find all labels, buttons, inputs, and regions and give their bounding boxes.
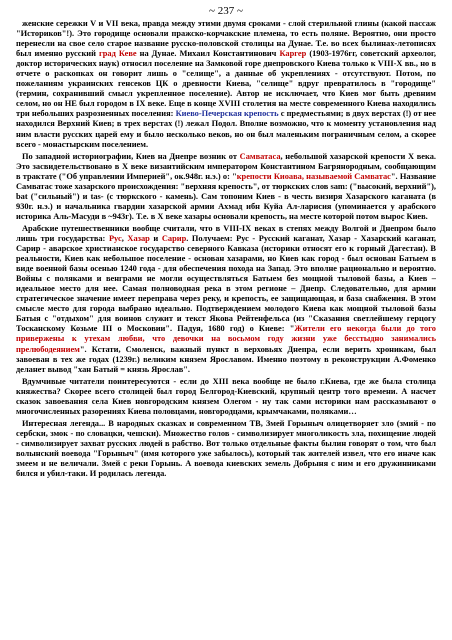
highlighted-text: Сарир	[161, 233, 187, 243]
highlighted-text: Жители его некогда были до того привержены к утехам любви, что девочки на восьмом году жизни уже бесстыдно занимались прелюбодеянием	[16, 324, 436, 354]
highlighted-text: Хазар	[127, 233, 150, 243]
text-run: Интересная легенда... В народных сказках и современном ТВ, Змей Горыныч олицетворяет зло (змий - по сербски, змок - по словацки, чешски). Множество голов - символизирует многоликость зла, похищение людей - символизирует захват русских людей в рабство. Вот только отдельные факты былин говорят о том, что был волынский воевода "Горыныч" (имя которого уже забылось), который так жителей извел, что его иначе как змеем и не величали. Змей с реки Горынь. А воевода киевских земель Добрыня с ним и его дружинниками бился и убил-таки. И родилась легенда.	[16, 418, 436, 479]
paragraph-1	[16, 19, 436, 150]
text-run: с предместьями; в двух верстах (!) от нее находился Верхний Киев; в трех верстах (!) лежал Подол. Вполне возможно, что к моменту установления над ним власти русских царей ему и было несколько веков, но он был маленьким пограничным селом, а скорее всего - монастырским поселением.	[16, 109, 436, 149]
text-run: ". Кстати, Смоленск, важный пункт в верховьях Днепра, если верить хроникам, был завоеван в тех же годах (1239г.) великим князем Ярославом. Именно поэтому в реконструкции А.Фоменко деланет вывод "хан Батый = князь Ярослав".	[16, 344, 436, 374]
paragraph-4	[16, 377, 436, 417]
highlighted-text: град Кеве	[98, 49, 137, 59]
highlighted-text: Рус	[108, 233, 122, 243]
paragraph-3	[16, 224, 436, 375]
text-run: . Получаем: Рус - Русский каганат, Хазар - Хазарский каганат, Сарир - аварское христианское государство северного Кавказа (историки относят его к горный Дагестан). В реальности, Киев как небольшое поселение - основан хазарами, но Киев как город - был основан Батыем в виде военной базы осенью 1240 года - для обеспечения похода на Запад. Это вполне рационально и вероятно. Войны с поляками и венграми не могли осуществляться Батыем без мощной тыловой базы, а Киев – идеальное место для нее. Самая полноводная река в этом регионе – Днепр. Следовательно, для армии стратегическое значение имеет переправа через реку, и крепость, ее защищающая, и база снабжения. В этом смысле место для города выбрано идеально. Подтверждением молодого Киева как мощной тыловой базы Батыя с "отдыхом" для воинов служит и текст Якова Рейтенфельса (из "Сказания светлейшему герцогу Тосканскому Козьме III о Московии". Падуя, 1680 год) о Киеве: "	[16, 233, 437, 334]
text-run: Арабские путешественники вообще считали, что в VIII-IX веках в степях между Волгой и Днепром было лишь три государства:	[16, 223, 436, 243]
text-run: женские сережки V и VII века, правда между этими двумя сроками - слой стерильной глины (какой пассаж "Историков"!). Это городище основали пражско-корчакские племена, то есть поляне. Вероятно, они просто перенесли на свое село старое название русско-половской столицы на Дунае. Т.е. во всех былинах-летописях был именно русский	[16, 19, 436, 59]
highlighted-text: Киево-Печерская крепость	[175, 109, 279, 119]
page-number: ~ 237 ~	[209, 5, 243, 17]
body-text	[16, 19, 436, 479]
text-run: , небольшой хазарской крепости X века. Это засвидетельствовано в X веке византийским императором Константином Багрянородным, сообщающим в трактате ("Об управлении Империей", ок.948г. н.э.) о: "	[16, 151, 437, 181]
paragraph-2	[16, 152, 436, 222]
text-run: и	[149, 233, 162, 243]
text-run: на Дунае. Михаил Константинович	[136, 49, 280, 59]
highlighted-text: Самватаса	[239, 151, 281, 161]
text-run: ,	[121, 233, 128, 243]
highlighted-text: крепости Киоава, называемой Самватас	[236, 171, 391, 181]
text-run: Вдумчивые читатели поинтересуются - если до XIII века вообще не было г.Киева, где же была столица княжества? Скорее всего столицей был город Белгород-Киевский, крупный центр того времени. А насчет сказок завоевания села Киев новгородским князем Олегом - ну так сами историки нам рассказывают о многочисленных разорениях Киева половцами, новгородцами, крымчаками, поляками…	[16, 376, 436, 416]
text-run: (1903-1976гг, советский археолог, доктор исторических наук) относил поселение на Замковой горе днепровского Киева только к VIII-X вв., но в отчете о раскопках он говорит лишь о "селище", а данные об укреплениях - отсутствуют. Потом, по пожеланиям украинских генсеков ЦК о древности Киева, "селище" вдруг превратилось в "городище" (термин, сохранивший смысл укрепленное поселение). Автор не исключает, что Киев мог быть древним селом, но он НЕ был городом в IX веке. Еще в конце XVIII столетия на месте современного Киева находились три небольших разрозненных поселения:	[16, 49, 437, 119]
text-run: По западной историографии, Киев на Днепре возник от	[22, 151, 240, 161]
paragraph-5	[16, 419, 436, 479]
highlighted-text: Каргер	[279, 49, 307, 59]
text-run: ". Название Самватас тоже хазарского происхождения: "верхняя крепость", от тюркских слов sam: ("высокий, верхний"), bat ("сильный") и tas- (с тюркского - камень). Сам топоним Киев - в честь визиря Хазарского каганата (в 930г. н.э.) и начальника гвардии хазарской армии Ахмад ибн Куйа Ал-ларисия (упоминается у арабского историка Аль-Масуди в ~943г). Т.е. в X веке хазары основали крепость, на месте которой потом вырос Киев.	[16, 171, 436, 221]
